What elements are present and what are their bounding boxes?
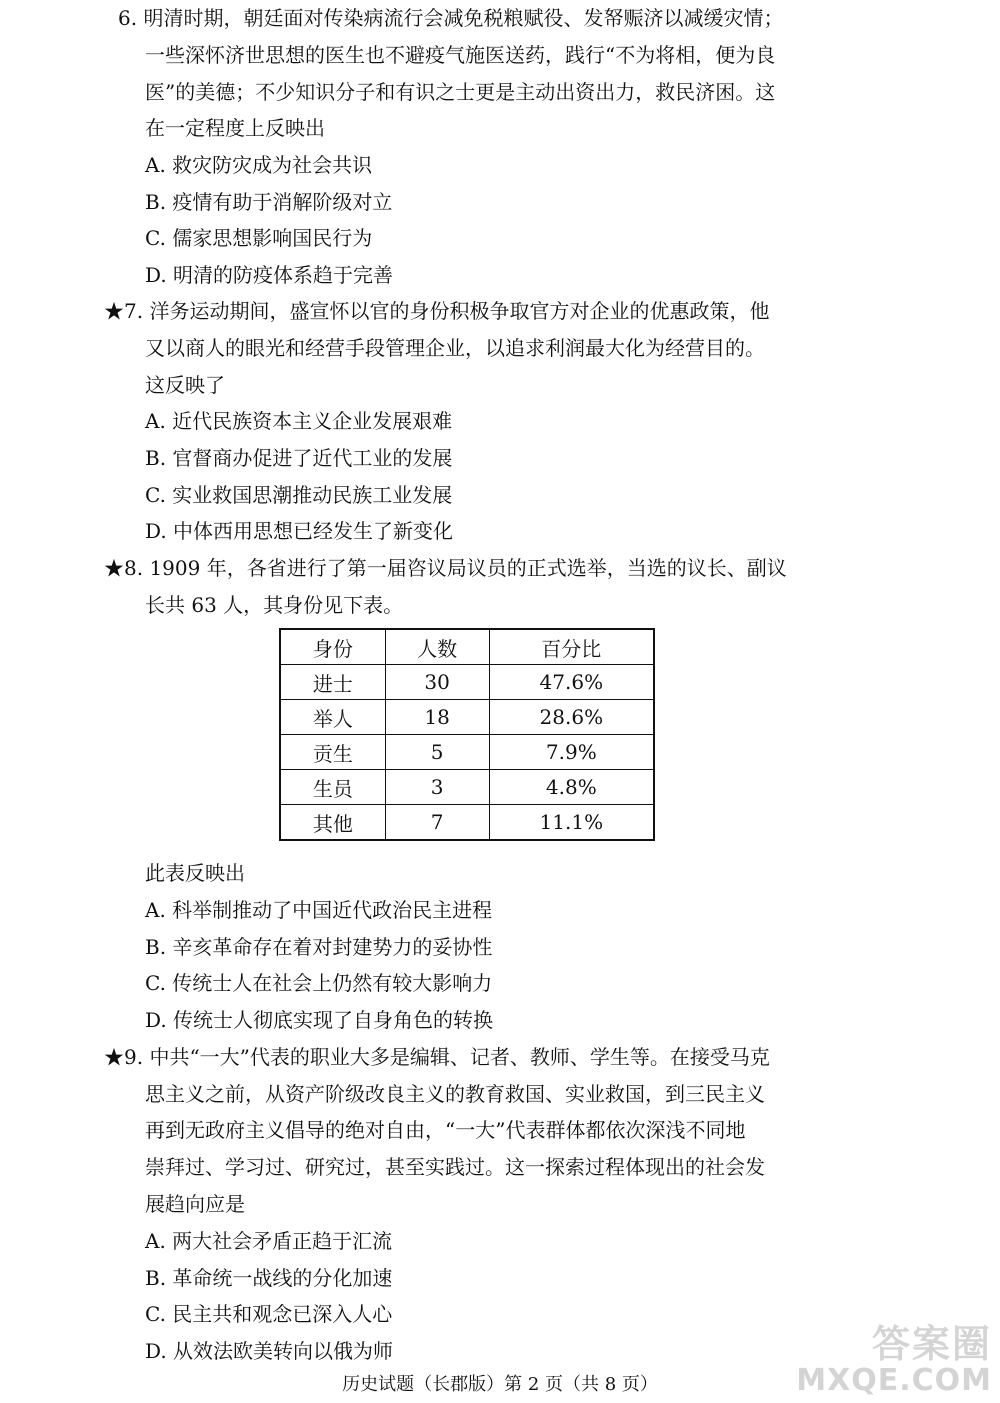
q9-option-d: D. 从效法欧美转向以俄为师 <box>145 1339 394 1363</box>
page-footer: 历史试题（长郡版）第 2 页（共 8 页） <box>342 1374 658 1395</box>
table-cell: 18 <box>385 700 489 735</box>
q6-option-d: D. 明清的防疫体系趋于完善 <box>145 263 394 287</box>
table-header-cell: 人数 <box>385 629 489 665</box>
q6-option-b: B. 疫情有助于消解阶级对立 <box>145 190 393 214</box>
q6-stem-line-3: 医”的美德；不少知识分子和有识之士更是主动出资出力，救民济困。这 <box>145 80 776 104</box>
table-row <box>280 735 654 770</box>
q7-option-c: C. 实业救国思潮推动民族工业发展 <box>145 483 453 507</box>
q7-stem-line-2: 又以商人的眼光和经营手段管理企业，以追求利润最大化为经营目的。 <box>145 336 765 360</box>
q8-stem-after: 此表反映出 <box>145 861 245 885</box>
table-cell: 贡生 <box>280 735 385 770</box>
table-row <box>280 770 654 805</box>
table-cell: 3 <box>385 770 489 805</box>
q8-option-b: B. 辛亥革命存在着对封建势力的妥协性 <box>145 935 493 959</box>
q7-option-a: A. 近代民族资本主义企业发展艰难 <box>145 409 453 433</box>
q6-option-c: C. 儒家思想影响国民行为 <box>145 226 373 250</box>
table-row <box>280 805 654 841</box>
q9-stem-line-4: 崇拜过、学习过、研究过，甚至实践过。这一探索过程体现出的社会发 <box>145 1155 765 1179</box>
q9-stem-line-3: 再到无政府主义倡导的绝对自由，“一大”代表群体都依次深浅不同地 <box>145 1118 746 1142</box>
q8-option-a: A. 科举制推动了中国近代政治民主进程 <box>145 898 493 922</box>
watermark-url: MXQE.COM <box>796 1363 992 1398</box>
table-cell: 30 <box>385 665 489 700</box>
table-header-cell: 百分比 <box>489 629 654 665</box>
q9-stem-line-2: 思主义之前，从资产阶级改良主义的教育救国、实业救国，到三民主义 <box>145 1082 765 1106</box>
table-row <box>280 700 654 735</box>
table-cell: 生员 <box>280 770 385 805</box>
q7-option-d: D. 中体西用思想已经发生了新变化 <box>145 519 454 543</box>
q9-option-a: A. 两大社会矛盾正趋于汇流 <box>145 1229 393 1253</box>
table-cell: 进士 <box>280 665 385 700</box>
q9-stem-line-5: 展趋向应是 <box>145 1192 245 1216</box>
q8-option-d: D. 传统士人彻底实现了自身角色的转换 <box>145 1008 494 1032</box>
table-cell: 7.9% <box>489 735 654 770</box>
table-header-row <box>280 629 654 665</box>
table-cell: 5 <box>385 735 489 770</box>
q6-option-a: A. 救灾防灾成为社会共识 <box>145 153 373 177</box>
q7-stem-line-3: 这反映了 <box>145 373 225 397</box>
table-cell: 其他 <box>280 805 385 841</box>
q8-stem-line-2: 长共 63 人，其身份见下表。 <box>145 593 404 617</box>
identity-table <box>279 628 655 841</box>
table-cell: 4.8% <box>489 770 654 805</box>
table-cell: 11.1% <box>489 805 654 841</box>
watermark-logo-text: 答案圈 <box>871 1322 992 1366</box>
q6-stem-line-4: 在一定程度上反映出 <box>145 116 325 140</box>
table-cell: 7 <box>385 805 489 841</box>
q7-stem-line-1: ★7. 洋务运动期间，盛宣怀以官的身份积极争取官方对企业的优惠政策，他 <box>104 299 770 323</box>
table-cell: 28.6% <box>489 700 654 735</box>
q8-stem-line-1: ★8. 1909 年，各省进行了第一届咨议局议员的正式选举，当选的议长、副议 <box>104 556 787 580</box>
table-cell: 47.6% <box>489 665 654 700</box>
table-row <box>280 665 654 700</box>
q9-option-b: B. 革命统一战线的分化加速 <box>145 1266 393 1290</box>
q7-option-b: B. 官督商办促进了近代工业的发展 <box>145 446 453 470</box>
q9-stem-line-1: ★9. 中共“一大”代表的职业大多是编辑、记者、教师、学生等。在接受马克 <box>104 1045 770 1069</box>
q6-stem-line-2: 一些深怀济世思想的医生也不避疫气施医送药，践行“不为将相，便为良 <box>145 43 776 67</box>
q6-stem-line-1: 6. 明清时期，朝廷面对传染病流行会减免税粮赋役、发帑赈济以减缓灾情； <box>118 6 784 30</box>
q8-option-c: C. 传统士人在社会上仍然有较大影响力 <box>145 971 493 995</box>
table-cell: 举人 <box>280 700 385 735</box>
table-header-cell: 身份 <box>280 629 385 665</box>
q9-option-c: C. 民主共和观念已深入人心 <box>145 1302 393 1326</box>
